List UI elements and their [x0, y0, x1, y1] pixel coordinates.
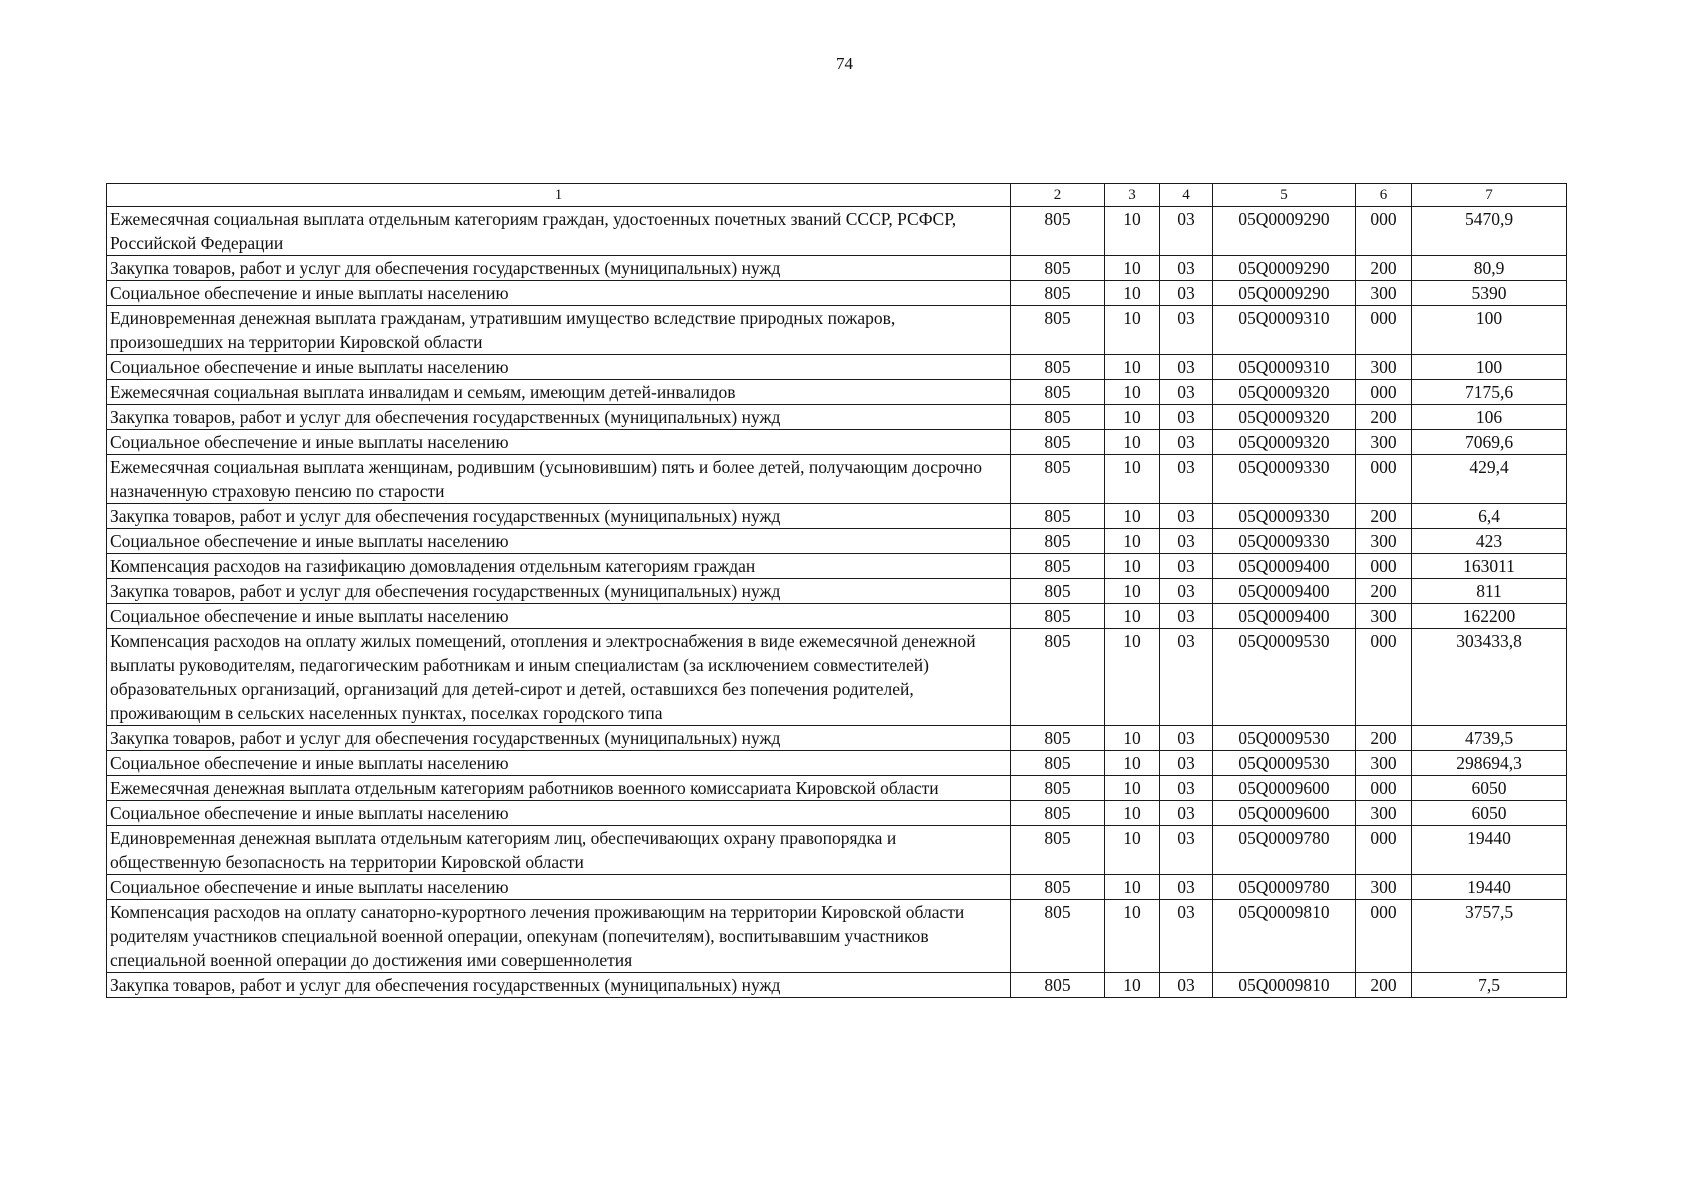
row-expense-type-cell: 200 [1356, 726, 1412, 751]
row-section-cell: 10 [1105, 875, 1160, 900]
row-subsection-cell: 03 [1160, 629, 1213, 726]
row-ministry-code-cell: 805 [1011, 900, 1105, 973]
table-row [107, 900, 1567, 973]
row-target-article-cell: 05Q0009530 [1213, 726, 1356, 751]
row-subsection-cell: 03 [1160, 281, 1213, 306]
row-expense-type-cell: 200 [1356, 504, 1412, 529]
row-ministry-code-cell: 805 [1011, 207, 1105, 256]
table-row [107, 726, 1567, 751]
row-subsection-cell: 03 [1160, 751, 1213, 776]
row-section-cell: 10 [1105, 801, 1160, 826]
row-amount-cell: 100 [1412, 355, 1567, 380]
row-amount-cell: 19440 [1412, 826, 1567, 875]
row-target-article-cell: 05Q0009400 [1213, 579, 1356, 604]
row-expense-type-cell: 000 [1356, 629, 1412, 726]
row-subsection-cell: 03 [1160, 380, 1213, 405]
table-row [107, 455, 1567, 504]
row-expense-type-cell: 300 [1356, 875, 1412, 900]
row-expense-type-cell: 300 [1356, 604, 1412, 629]
row-section-cell: 10 [1105, 826, 1160, 875]
row-expense-type-cell: 200 [1356, 579, 1412, 604]
row-name-cell: Закупка товаров, работ и услуг для обеспечения государственных (муниципальных) нужд [107, 256, 1011, 281]
table-row [107, 306, 1567, 355]
row-amount-cell: 429,4 [1412, 455, 1567, 504]
row-amount-cell: 163011 [1412, 554, 1567, 579]
header-cell-3: 3 [1105, 184, 1160, 207]
row-ministry-code-cell: 805 [1011, 405, 1105, 430]
row-amount-cell: 423 [1412, 529, 1567, 554]
header-cell-6: 6 [1356, 184, 1412, 207]
row-section-cell: 10 [1105, 430, 1160, 455]
row-name-cell: Ежемесячная денежная выплата отдельным категориям работников военного комиссариата Кировской области [107, 776, 1011, 801]
row-target-article-cell: 05Q0009400 [1213, 604, 1356, 629]
row-ministry-code-cell: 805 [1011, 529, 1105, 554]
row-ministry-code-cell: 805 [1011, 455, 1105, 504]
row-section-cell: 10 [1105, 281, 1160, 306]
row-target-article-cell: 05Q0009310 [1213, 306, 1356, 355]
row-section-cell: 10 [1105, 207, 1160, 256]
row-name-cell: Социальное обеспечение и иные выплаты населению [107, 281, 1011, 306]
row-target-article-cell: 05Q0009290 [1213, 281, 1356, 306]
row-ministry-code-cell: 805 [1011, 776, 1105, 801]
row-section-cell: 10 [1105, 579, 1160, 604]
row-amount-cell: 162200 [1412, 604, 1567, 629]
budget-table [106, 183, 1567, 998]
row-subsection-cell: 03 [1160, 455, 1213, 504]
row-target-article-cell: 05Q0009290 [1213, 256, 1356, 281]
row-target-article-cell: 05Q0009330 [1213, 455, 1356, 504]
row-name-cell: Компенсация расходов на газификацию домовладения отдельным категориям граждан [107, 554, 1011, 579]
row-ministry-code-cell: 805 [1011, 281, 1105, 306]
row-expense-type-cell: 300 [1356, 430, 1412, 455]
table-row [107, 751, 1567, 776]
row-expense-type-cell: 300 [1356, 801, 1412, 826]
row-section-cell: 10 [1105, 306, 1160, 355]
table-row [107, 801, 1567, 826]
row-amount-cell: 5470,9 [1412, 207, 1567, 256]
row-subsection-cell: 03 [1160, 529, 1213, 554]
row-subsection-cell: 03 [1160, 604, 1213, 629]
row-ministry-code-cell: 805 [1011, 629, 1105, 726]
row-ministry-code-cell: 805 [1011, 355, 1105, 380]
row-amount-cell: 6050 [1412, 776, 1567, 801]
row-section-cell: 10 [1105, 554, 1160, 579]
row-section-cell: 10 [1105, 256, 1160, 281]
table-row [107, 355, 1567, 380]
row-target-article-cell: 05Q0009780 [1213, 826, 1356, 875]
row-subsection-cell: 03 [1160, 504, 1213, 529]
row-expense-type-cell: 200 [1356, 973, 1412, 998]
row-expense-type-cell: 300 [1356, 529, 1412, 554]
row-ministry-code-cell: 805 [1011, 826, 1105, 875]
row-section-cell: 10 [1105, 504, 1160, 529]
table-row [107, 973, 1567, 998]
row-amount-cell: 7,5 [1412, 973, 1567, 998]
row-target-article-cell: 05Q0009600 [1213, 801, 1356, 826]
row-name-cell: Ежемесячная социальная выплата инвалидам и семьям, имеющим детей-инвалидов [107, 380, 1011, 405]
row-amount-cell: 4739,5 [1412, 726, 1567, 751]
row-name-cell: Закупка товаров, работ и услуг для обеспечения государственных (муниципальных) нужд [107, 579, 1011, 604]
row-ministry-code-cell: 805 [1011, 726, 1105, 751]
row-expense-type-cell: 000 [1356, 380, 1412, 405]
row-amount-cell: 80,9 [1412, 256, 1567, 281]
table-row [107, 256, 1567, 281]
row-name-cell: Социальное обеспечение и иные выплаты населению [107, 875, 1011, 900]
row-section-cell: 10 [1105, 455, 1160, 504]
row-subsection-cell: 03 [1160, 801, 1213, 826]
row-target-article-cell: 05Q0009330 [1213, 504, 1356, 529]
row-subsection-cell: 03 [1160, 430, 1213, 455]
row-name-cell: Ежемесячная социальная выплата отдельным категориям граждан, удостоенных почетных званий СССР, РСФСР, Российской Федерации [107, 207, 1011, 256]
row-target-article-cell: 05Q0009320 [1213, 380, 1356, 405]
table-row [107, 405, 1567, 430]
row-section-cell: 10 [1105, 529, 1160, 554]
table-row [107, 776, 1567, 801]
row-section-cell: 10 [1105, 629, 1160, 726]
row-name-cell: Компенсация расходов на оплату жилых помещений, отопления и электроснабжения в виде ежемесячной денежной выплаты руководителям, педагогическим работникам и иным специалистам (за исключением совместителей) образовательных организаций, организаций для детей-сирот и детей, оставшихся без попечения родителей, проживающим в сельских населенных пунктах, поселках городского типа [107, 629, 1011, 726]
row-target-article-cell: 05Q0009330 [1213, 529, 1356, 554]
header-cell-7: 7 [1412, 184, 1567, 207]
row-ministry-code-cell: 805 [1011, 256, 1105, 281]
row-name-cell: Социальное обеспечение и иные выплаты населению [107, 529, 1011, 554]
row-ministry-code-cell: 805 [1011, 875, 1105, 900]
row-name-cell: Закупка товаров, работ и услуг для обеспечения государственных (муниципальных) нужд [107, 504, 1011, 529]
table-body [107, 184, 1567, 998]
row-subsection-cell: 03 [1160, 355, 1213, 380]
row-name-cell: Закупка товаров, работ и услуг для обеспечения государственных (муниципальных) нужд [107, 726, 1011, 751]
row-amount-cell: 303433,8 [1412, 629, 1567, 726]
row-expense-type-cell: 300 [1356, 355, 1412, 380]
row-name-cell: Ежемесячная социальная выплата женщинам, родившим (усыновившим) пять и более детей, получающим досрочно назначенную страховую пенсию по старости [107, 455, 1011, 504]
row-section-cell: 10 [1105, 355, 1160, 380]
row-section-cell: 10 [1105, 973, 1160, 998]
row-name-cell: Социальное обеспечение и иные выплаты населению [107, 355, 1011, 380]
row-section-cell: 10 [1105, 776, 1160, 801]
row-ministry-code-cell: 805 [1011, 973, 1105, 998]
row-ministry-code-cell: 805 [1011, 579, 1105, 604]
row-subsection-cell: 03 [1160, 306, 1213, 355]
row-target-article-cell: 05Q0009310 [1213, 355, 1356, 380]
table-row [107, 579, 1567, 604]
row-target-article-cell: 05Q0009400 [1213, 554, 1356, 579]
table-row [107, 629, 1567, 726]
row-expense-type-cell: 000 [1356, 900, 1412, 973]
row-section-cell: 10 [1105, 751, 1160, 776]
row-subsection-cell: 03 [1160, 900, 1213, 973]
row-expense-type-cell: 000 [1356, 207, 1412, 256]
row-subsection-cell: 03 [1160, 973, 1213, 998]
row-amount-cell: 106 [1412, 405, 1567, 430]
row-target-article-cell: 05Q0009810 [1213, 900, 1356, 973]
row-ministry-code-cell: 805 [1011, 306, 1105, 355]
row-amount-cell: 3757,5 [1412, 900, 1567, 973]
row-amount-cell: 6,4 [1412, 504, 1567, 529]
table-row [107, 281, 1567, 306]
row-name-cell: Единовременная денежная выплата отдельным категориям лиц, обеспечивающих охрану правопорядка и общественную безопасность на территории Кировской области [107, 826, 1011, 875]
table-row [107, 529, 1567, 554]
row-subsection-cell: 03 [1160, 875, 1213, 900]
row-amount-cell: 5390 [1412, 281, 1567, 306]
row-amount-cell: 100 [1412, 306, 1567, 355]
row-section-cell: 10 [1105, 726, 1160, 751]
row-expense-type-cell: 000 [1356, 306, 1412, 355]
row-ministry-code-cell: 805 [1011, 380, 1105, 405]
row-subsection-cell: 03 [1160, 826, 1213, 875]
row-target-article-cell: 05Q0009320 [1213, 430, 1356, 455]
row-expense-type-cell: 000 [1356, 826, 1412, 875]
header-cell-4: 4 [1160, 184, 1213, 207]
table-row [107, 875, 1567, 900]
row-target-article-cell: 05Q0009810 [1213, 973, 1356, 998]
row-ministry-code-cell: 805 [1011, 751, 1105, 776]
table-row [107, 554, 1567, 579]
table-row [107, 207, 1567, 256]
page-number: 74 [836, 54, 853, 73]
row-name-cell: Единовременная денежная выплата гражданам, утратившим имущество вследствие природных пожаров, произошедших на территории Кировской области [107, 306, 1011, 355]
row-amount-cell: 7069,6 [1412, 430, 1567, 455]
row-amount-cell: 7175,6 [1412, 380, 1567, 405]
row-subsection-cell: 03 [1160, 726, 1213, 751]
table-header-row [107, 184, 1567, 207]
table-row [107, 826, 1567, 875]
row-expense-type-cell: 300 [1356, 751, 1412, 776]
row-expense-type-cell: 000 [1356, 776, 1412, 801]
row-expense-type-cell: 200 [1356, 256, 1412, 281]
table-row [107, 604, 1567, 629]
row-target-article-cell: 05Q0009290 [1213, 207, 1356, 256]
row-section-cell: 10 [1105, 604, 1160, 629]
row-section-cell: 10 [1105, 405, 1160, 430]
row-target-article-cell: 05Q0009780 [1213, 875, 1356, 900]
row-name-cell: Закупка товаров, работ и услуг для обеспечения государственных (муниципальных) нужд [107, 405, 1011, 430]
row-ministry-code-cell: 805 [1011, 504, 1105, 529]
row-target-article-cell: 05Q0009530 [1213, 629, 1356, 726]
row-ministry-code-cell: 805 [1011, 604, 1105, 629]
row-name-cell: Социальное обеспечение и иные выплаты населению [107, 751, 1011, 776]
row-subsection-cell: 03 [1160, 405, 1213, 430]
row-name-cell: Компенсация расходов на оплату санаторно-курортного лечения проживающим на территории Кировской области родителям участников специальной военной операции, опекунам (попечителям), воспитывавшим участников специальной военной операции до достижения ими совершеннолетия [107, 900, 1011, 973]
row-section-cell: 10 [1105, 900, 1160, 973]
row-ministry-code-cell: 805 [1011, 801, 1105, 826]
row-name-cell: Социальное обеспечение и иные выплаты населению [107, 430, 1011, 455]
row-expense-type-cell: 000 [1356, 554, 1412, 579]
row-subsection-cell: 03 [1160, 554, 1213, 579]
table-row [107, 504, 1567, 529]
row-target-article-cell: 05Q0009600 [1213, 776, 1356, 801]
header-cell-5: 5 [1213, 184, 1356, 207]
header-cell-1: 1 [107, 184, 1011, 207]
row-expense-type-cell: 300 [1356, 281, 1412, 306]
row-target-article-cell: 05Q0009320 [1213, 405, 1356, 430]
row-expense-type-cell: 200 [1356, 405, 1412, 430]
row-subsection-cell: 03 [1160, 776, 1213, 801]
row-section-cell: 10 [1105, 380, 1160, 405]
row-subsection-cell: 03 [1160, 256, 1213, 281]
row-name-cell: Закупка товаров, работ и услуг для обеспечения государственных (муниципальных) нужд [107, 973, 1011, 998]
header-cell-2: 2 [1011, 184, 1105, 207]
row-expense-type-cell: 000 [1356, 455, 1412, 504]
row-amount-cell: 6050 [1412, 801, 1567, 826]
row-amount-cell: 19440 [1412, 875, 1567, 900]
row-name-cell: Социальное обеспечение и иные выплаты населению [107, 801, 1011, 826]
row-name-cell: Социальное обеспечение и иные выплаты населению [107, 604, 1011, 629]
row-subsection-cell: 03 [1160, 207, 1213, 256]
table-row [107, 380, 1567, 405]
row-target-article-cell: 05Q0009530 [1213, 751, 1356, 776]
row-subsection-cell: 03 [1160, 579, 1213, 604]
row-amount-cell: 811 [1412, 579, 1567, 604]
row-ministry-code-cell: 805 [1011, 554, 1105, 579]
table-row [107, 430, 1567, 455]
row-amount-cell: 298694,3 [1412, 751, 1567, 776]
row-ministry-code-cell: 805 [1011, 430, 1105, 455]
